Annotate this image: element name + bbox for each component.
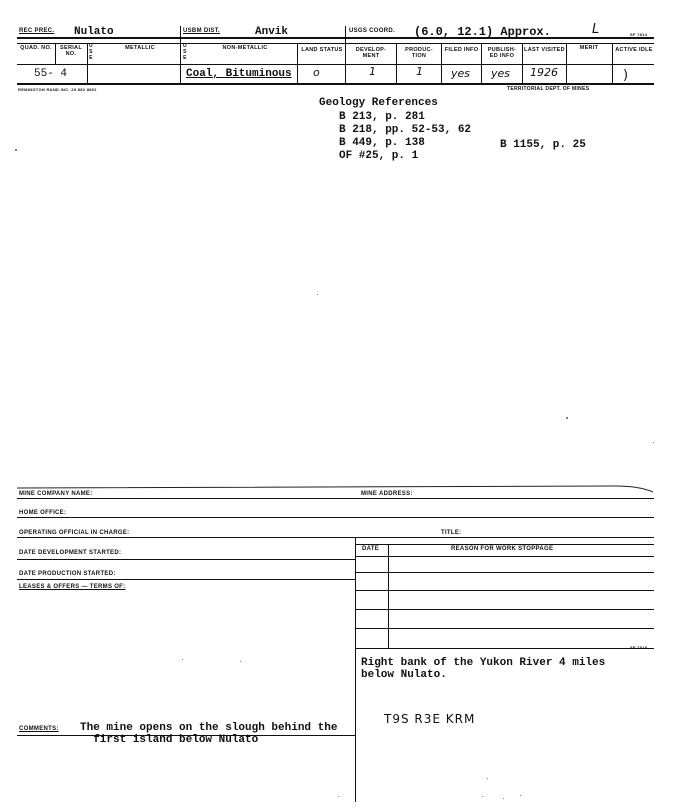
active-idle-label: ACTIVE IDLE (615, 47, 653, 53)
non-metallic-label: NON-METALLIC (222, 45, 268, 51)
develop-label: DEVELOP- MENT (355, 47, 387, 59)
usbm-dist-label: USBM DIST. (183, 28, 221, 34)
date-production-label: DATE PRODUCTION STARTED: (19, 571, 116, 577)
territorial-label: TERRITORIAL DEPT. OF MINES (507, 86, 590, 92)
mine-address-label: MINE ADDRESS: (361, 491, 413, 497)
township-note: T9S R3E KRM (384, 712, 476, 726)
location-text: Right bank of the Yukon River 4 miles below Nulato. (361, 657, 606, 681)
operating-official-label: OPERATING OFFICIAL IN CHARGE: (19, 530, 130, 536)
production-label: PRODUC- TION (405, 47, 433, 59)
usgs-coord-value: (6.0, 12.1) Approx. (414, 25, 551, 39)
leases-label: LEASES & OFFERS — TERMS OF: (19, 584, 126, 590)
top-divider-curve (15, 476, 655, 496)
production-value: 1 (416, 65, 423, 78)
reference-item: B 213, p. 281 (339, 111, 425, 123)
last-visited-value: 1926 (530, 66, 558, 79)
filed-info-value: yes (451, 67, 471, 80)
reference-item: B 218, pp. 52-53, 62 (339, 124, 472, 136)
form-number-2: SF 7815 (630, 645, 648, 650)
active-idle-value: ) (623, 68, 629, 83)
usbm-dist-value: Anvik (255, 26, 289, 38)
title-label: TITLE: (441, 530, 462, 536)
comments-text: The mine opens on the slough behind the first island below Nulato (80, 722, 338, 746)
comments-label: COMMENTS: (19, 726, 59, 732)
published-info-value: yes (491, 67, 511, 80)
quad-serial-value: 55- 4 (34, 68, 68, 80)
published-info-label: PUBLISH- ED INFO (487, 47, 517, 59)
quad-no-label: QUAD. NO. (20, 45, 52, 51)
reference-item: B 449, p. 138 (339, 137, 425, 149)
date-column-label: DATE (362, 546, 380, 552)
reference-extra: B 1155, p. 25 (500, 139, 586, 151)
usgs-coord-label: USGS COORD. (349, 28, 395, 34)
printer-line: REMINGTON RAND INC. 20 882 8801 (18, 87, 97, 92)
metallic-label: METALLIC (125, 45, 155, 51)
land-status-value: o (313, 66, 320, 79)
land-status-label: LAND STATUS (301, 47, 343, 53)
rec-prec-label: REC PREC. (19, 28, 55, 34)
reason-column-label: REASON FOR WORK STOPPAGE (451, 546, 554, 552)
filed-info-label: FILED INFO (444, 47, 479, 53)
date-development-label: DATE DEVELOPMENT STARTED: (19, 550, 122, 556)
corner-mark: L (592, 22, 600, 37)
serial-no-label: SERIAL NO. (60, 45, 82, 57)
reference-item: OF #25, p. 1 (339, 150, 419, 162)
use-letters-metallic: U S E (89, 43, 93, 61)
last-visited-label: LAST VISITED (524, 47, 565, 53)
home-office-label: HOME OFFICE: (19, 510, 67, 516)
form-number: SF 7814 (630, 32, 648, 37)
non-metallic-value: Coal, Bituminous (186, 68, 292, 80)
mine-company-label: MINE COMPANY NAME: (19, 491, 93, 497)
merit-label: MERIT (579, 45, 599, 51)
use-letters-nonmetallic: U S E (183, 43, 187, 61)
rec-prec-value: Nulato (74, 26, 114, 38)
references-title: Geology References (319, 97, 438, 109)
develop-value: 1 (369, 65, 376, 78)
